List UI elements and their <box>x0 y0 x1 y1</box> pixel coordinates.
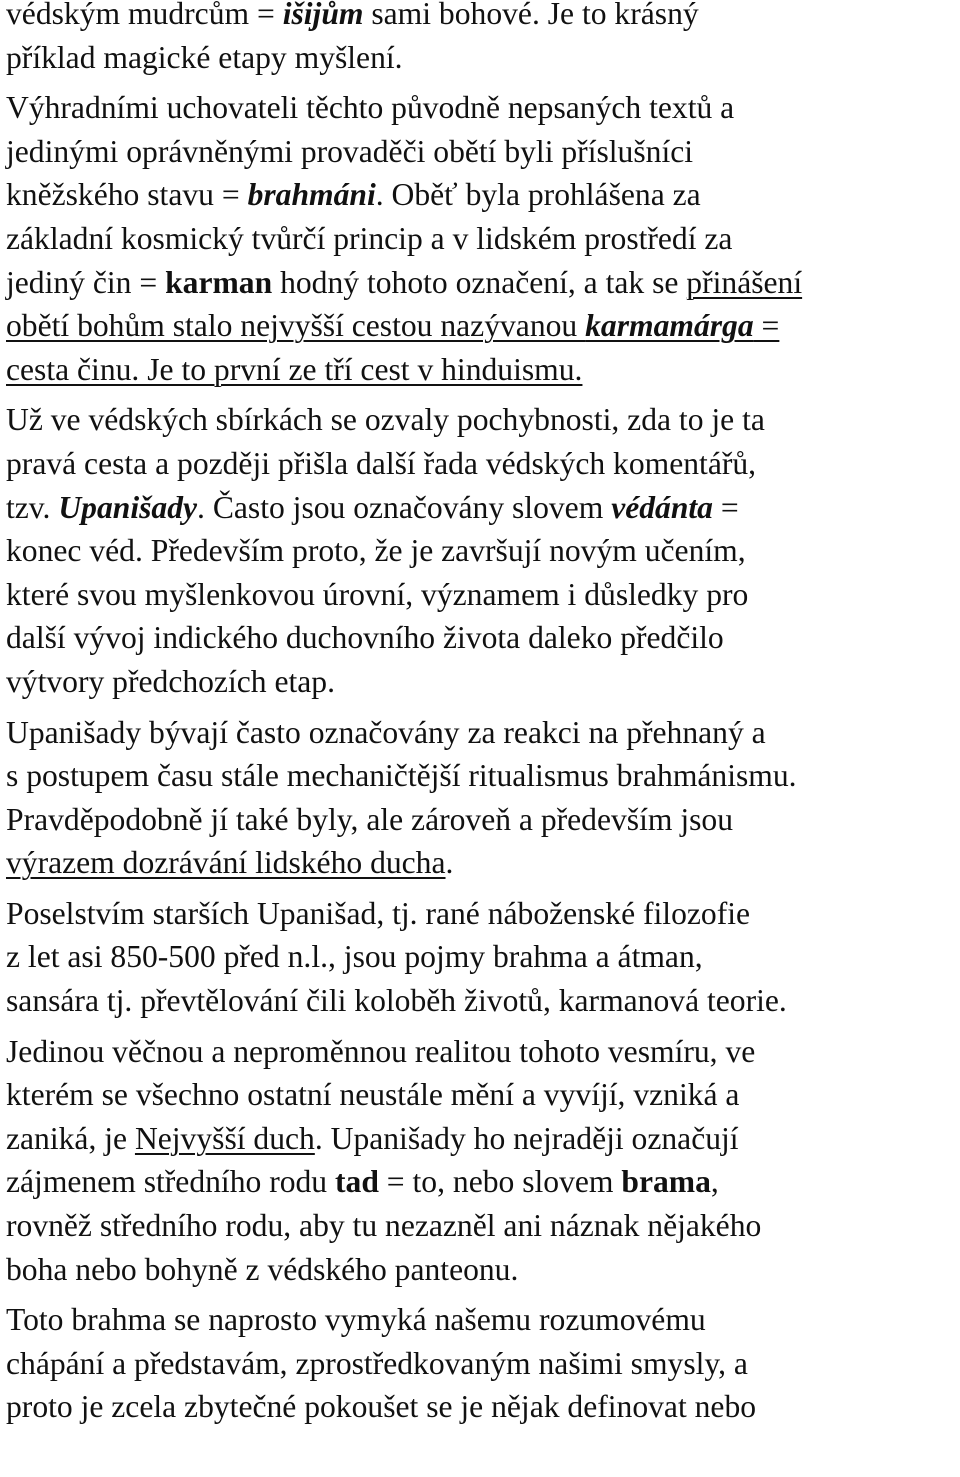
text-line <box>6 935 960 979</box>
text-run: příklad magické etapy myšlení. <box>6 39 403 75</box>
emphasized-term: cesta činu. Je to první ze tří cest v hinduismu. <box>6 351 583 387</box>
text-line <box>6 1248 960 1292</box>
text-run: tzv. <box>6 489 59 525</box>
text-run: jedinými oprávněnými provaděči obětí byli příslušníci <box>6 133 694 169</box>
emphasized-term: Upanišady <box>58 489 198 525</box>
emphasized-term: obětí bohům stalo nejvyšší cestou nazývanou <box>6 308 586 344</box>
text-line <box>6 173 960 217</box>
text-run: výtvory předchozích etap. <box>6 663 335 699</box>
text-run: s postupem času stále mechaničtější ritualismus brahmánismu. <box>6 758 797 794</box>
text-line <box>6 1342 960 1386</box>
text-line <box>6 1073 960 1117</box>
text-run: = <box>712 489 739 525</box>
text-run: z let asi 850-500 před n.l., jsou pojmy brahma a átman, <box>6 939 703 975</box>
document-page <box>6 0 960 1436</box>
text-run: proto je zcela zbytečné pokoušet se je nějak definovat nebo <box>6 1389 757 1425</box>
paragraph <box>6 0 960 79</box>
paragraph <box>6 86 960 391</box>
text-run: hodný tohoto označení, a tak se <box>272 264 687 300</box>
text-run: základní kosmický tvůrčí princip a v lidském prostředí za <box>6 220 733 256</box>
text-line <box>6 1030 960 1074</box>
text-run: jediný čin = <box>6 264 166 300</box>
text-run: které svou myšlenkovou úrovní, významem i důsledky pro <box>6 576 749 612</box>
emphasized-term: Nejvyšší duch <box>134 1120 315 1156</box>
text-run: Poselstvím starších Upanišad, tj. rané náboženské filozofie <box>6 895 751 931</box>
text-run: kterém se všechno ostatní neustále mění a vyvíjí, vzniká a <box>6 1077 740 1113</box>
paragraph <box>6 398 960 703</box>
emphasized-term: = <box>753 308 780 344</box>
text-line <box>6 304 960 348</box>
text-run: Toto brahma se naprosto vymyká našemu rozumovému <box>6 1302 706 1338</box>
text-line <box>6 217 960 261</box>
text-line <box>6 660 960 704</box>
text-line <box>6 979 960 1023</box>
text-line <box>6 754 960 798</box>
emphasized-term: brama <box>621 1164 711 1200</box>
text-run: = to, nebo slovem <box>378 1164 622 1200</box>
emphasized-term: išijům <box>282 0 364 31</box>
text-run: . Upanišady ho nejraději označují <box>314 1120 739 1156</box>
text-run: rovněž středního rodu, aby tu nezazněl ani náznak nějakého <box>6 1208 762 1244</box>
text-run: sami bohové. Je to krásný <box>363 0 699 31</box>
emphasized-term: přinášení <box>686 264 803 300</box>
paragraph <box>6 892 960 1023</box>
emphasized-term: védánta <box>611 489 713 525</box>
text-run: konec véd. Především proto, že je završují novým učením, <box>6 533 746 569</box>
text-run: , <box>710 1164 719 1200</box>
text-line <box>6 798 960 842</box>
text-line <box>6 442 960 486</box>
text-run: Výhradními uchovateli těchto původně nepsaných textů a <box>6 90 735 126</box>
text-run: Pravděpodobně jí také byly, ale zároveň a především jsou <box>6 801 734 837</box>
text-line <box>6 36 960 80</box>
emphasized-term: brahmáni <box>247 177 376 213</box>
text-line <box>6 1298 960 1342</box>
text-run: Jedinou věčnou a neproměnnou realitou tohoto vesmíru, ve <box>6 1033 756 1069</box>
emphasized-term: karman <box>165 264 273 300</box>
text-run: zájmenem středního rodu <box>6 1164 336 1200</box>
paragraph <box>6 1030 960 1292</box>
emphasized-term: výrazem dozrávání lidského ducha <box>6 845 446 881</box>
text-line <box>6 1385 960 1429</box>
text-run: . Oběť byla prohlášena za <box>375 177 701 213</box>
text-run: . <box>445 845 454 881</box>
text-line <box>6 1204 960 1248</box>
text-line <box>6 1160 960 1204</box>
text-line <box>6 1117 960 1161</box>
emphasized-term: tad <box>335 1164 379 1200</box>
text-line <box>6 86 960 130</box>
paragraph <box>6 711 960 885</box>
text-run: . Často jsou označovány slovem <box>197 489 612 525</box>
text-run: védským mudrcům = <box>6 0 283 31</box>
text-line <box>6 261 960 305</box>
text-run: kněžského stavu = <box>6 177 248 213</box>
text-run: pravá cesta a později přišla další řada védských komentářů, <box>6 445 757 481</box>
text-line <box>6 486 960 530</box>
text-line <box>6 130 960 174</box>
text-line <box>6 841 960 885</box>
text-run: sansára tj. převtělování čili koloběh životů, karmanová teorie. <box>6 983 787 1019</box>
text-run: Už ve védských sbírkách se ozvaly pochybnosti, zda to je ta <box>6 402 765 438</box>
text-line <box>6 616 960 660</box>
emphasized-term: karmamárga <box>585 308 754 344</box>
text-run: boha nebo bohyně z védského panteonu. <box>6 1251 519 1287</box>
text-line <box>6 398 960 442</box>
text-run: Upanišady bývají často označovány za reakci na přehnaný a <box>6 714 766 750</box>
text-line <box>6 529 960 573</box>
text-line <box>6 711 960 755</box>
text-line <box>6 348 960 392</box>
text-line <box>6 0 960 36</box>
text-line <box>6 892 960 936</box>
text-line <box>6 573 960 617</box>
paragraph <box>6 1298 960 1429</box>
text-run: zaniká, je <box>6 1120 135 1156</box>
text-run: další vývoj indického duchovního života daleko předčilo <box>6 620 724 656</box>
text-run: chápání a představám, zprostředkovaným našimi smysly, a <box>6 1345 748 1381</box>
